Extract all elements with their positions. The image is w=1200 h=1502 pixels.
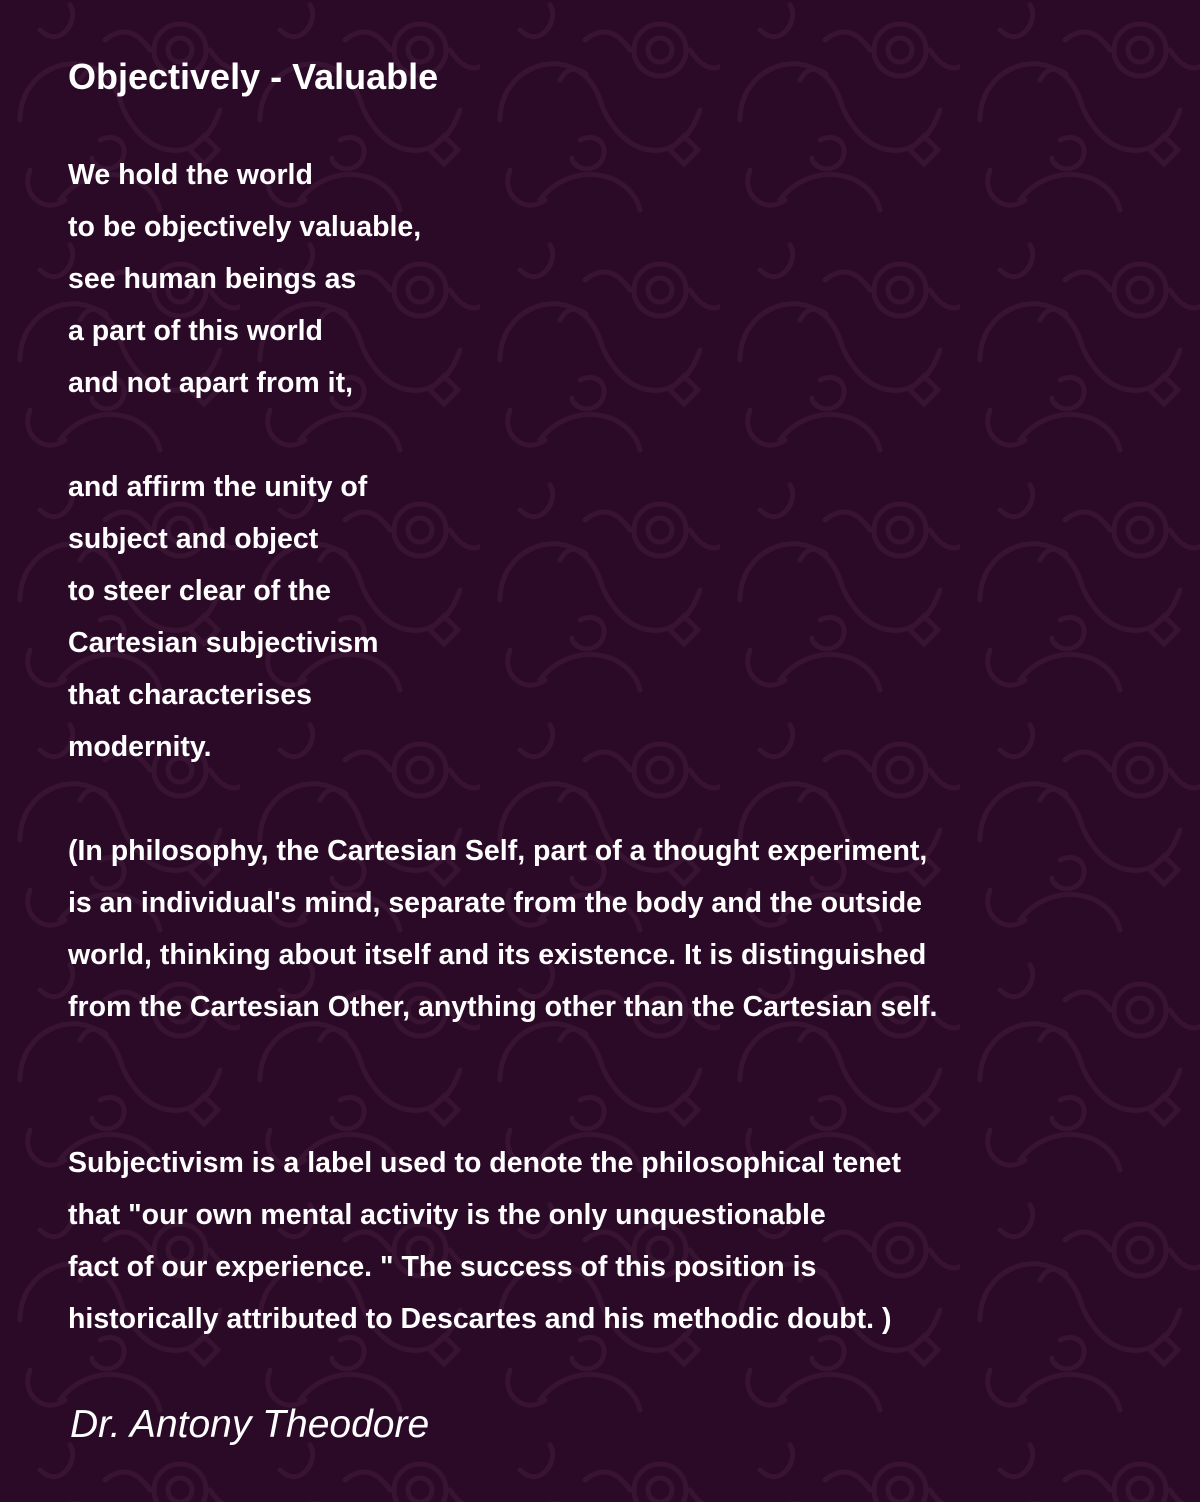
poem-line: We hold the world <box>68 159 313 191</box>
poem-line: that characterises <box>68 679 312 711</box>
poem-line: subject and object <box>68 523 319 555</box>
poem-line: is an individual's mind, separate from the body and the outside <box>68 887 922 919</box>
poem-line: and affirm the unity of <box>68 471 368 503</box>
poem-line: that "our own mental activity is the only unquestionable <box>68 1199 826 1231</box>
poem-line: and not apart from it, <box>68 367 353 399</box>
poem-line: (In philosophy, the Cartesian Self, part of a thought experiment, <box>68 835 928 867</box>
poem-line: to steer clear of the <box>68 575 331 607</box>
poem-line: fact of our experience. " The success of this position is <box>68 1251 817 1283</box>
poem-line: world, thinking about itself and its existence. It is distinguished <box>68 939 927 971</box>
poem-line: modernity. <box>68 731 212 763</box>
poem-line: from the Cartesian Other, anything other than the Cartesian self. <box>68 991 938 1023</box>
poem-line: historically attributed to Descartes and his methodic doubt. ) <box>68 1303 892 1335</box>
poem-line: see human beings as <box>68 263 357 295</box>
poem-title: Objectively - Valuable <box>68 56 439 97</box>
poem-line: Subjectivism is a label used to denote the philosophical tenet <box>68 1147 901 1179</box>
poem-line: a part of this world <box>68 315 323 347</box>
poem-line: to be objectively valuable, <box>68 211 422 243</box>
poem-author: Dr. Antony Theodore <box>70 1403 430 1446</box>
poem-line: Cartesian subjectivism <box>68 627 379 659</box>
